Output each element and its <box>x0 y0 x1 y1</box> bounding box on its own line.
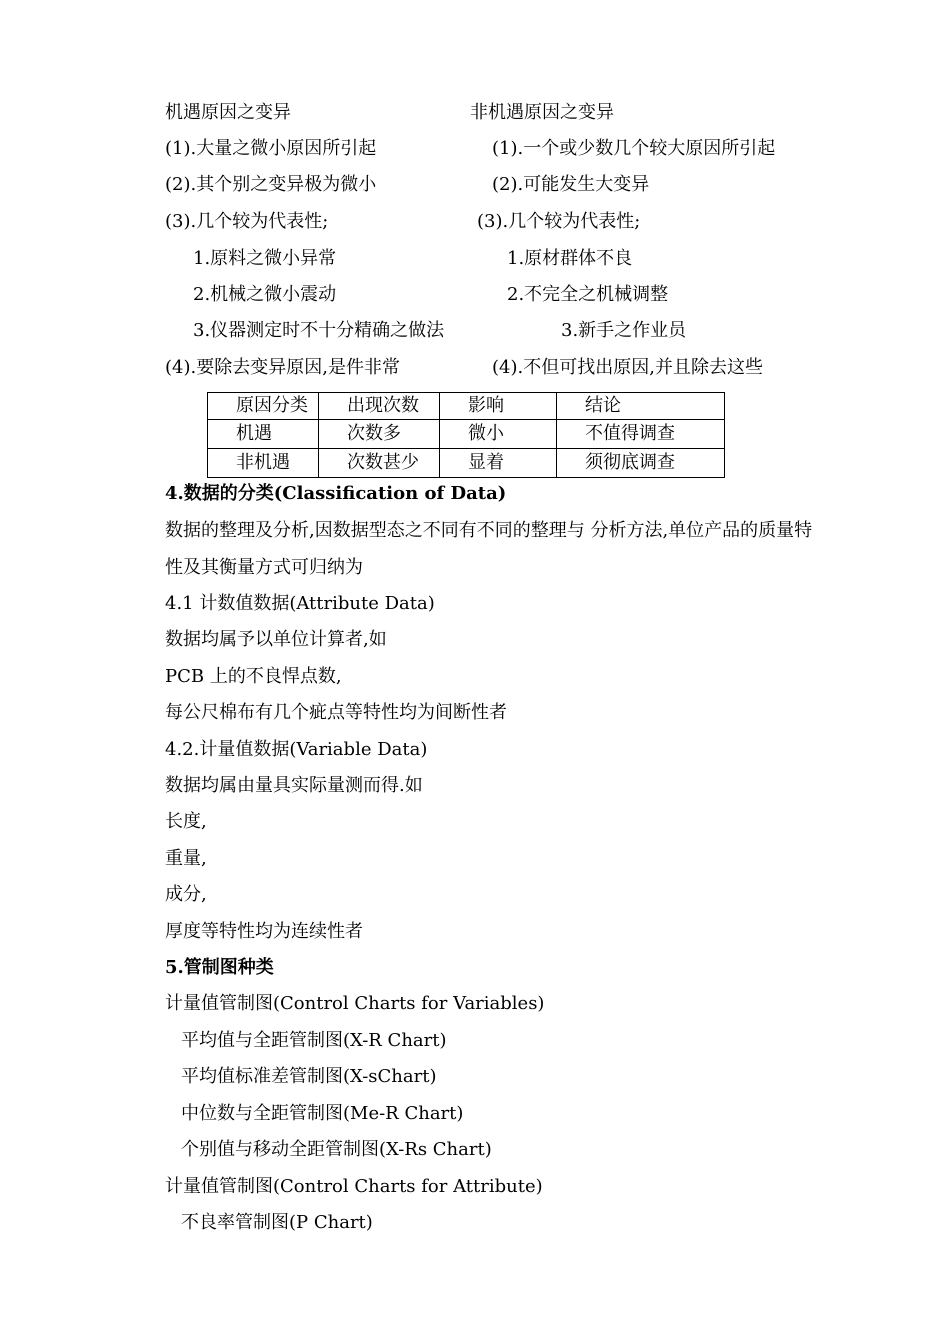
chance-cause-item: (1).大量之微小原因所引起 <box>165 138 377 159</box>
variable-data-line: 重量, <box>165 848 207 869</box>
chance-cause-subitem: 3.仪器测定时不十分精确之做法 <box>193 320 445 341</box>
variable-data-line: 成分, <box>165 884 207 905</box>
cause-classification-table <box>207 392 725 478</box>
table-row <box>208 420 725 449</box>
attribute-data-title: 4.1 计数值数据(Attribute Data) <box>165 593 435 614</box>
assignable-cause-item: (1).一个或少数几个较大原因所引起 <box>492 138 776 159</box>
assignable-cause-item: (2).可能发生大变异 <box>492 174 650 195</box>
table-cell: 次数甚少 <box>319 449 440 478</box>
table-header-cell: 影响 <box>440 393 557 420</box>
variable-data-line: 厚度等特性均为连续性者 <box>165 921 363 942</box>
chart-type-item: 平均值标准差管制图(X-sChart) <box>181 1066 437 1087</box>
assignable-cause-subitem: 2.不完全之机械调整 <box>507 284 669 305</box>
assignable-cause-subitem: 1.原材群体不良 <box>507 248 633 269</box>
assignable-cause-subitem: 3.新手之作业员 <box>561 320 687 341</box>
table-cell: 须彻底调查 <box>557 449 725 478</box>
variables-charts-title: 计量值管制图(Control Charts for Variables) <box>165 993 545 1014</box>
chance-cause-item: (3).几个较为代表性; <box>165 211 329 232</box>
table-cell: 非机遇 <box>208 449 319 478</box>
table-cell: 显着 <box>440 449 557 478</box>
assignable-cause-item: (4).不但可找出原因,并且除去这些 <box>492 357 763 378</box>
attribute-data-line: 每公尺棉布有几个疵点等特性均为间断性者 <box>165 702 507 723</box>
variable-data-line: 数据均属由量具实际量测而得.如 <box>165 775 423 796</box>
chance-causes-title: 机遇原因之变异 <box>165 102 291 123</box>
table-cell: 微小 <box>440 420 557 449</box>
chart-type-item: 平均值与全距管制图(X-R Chart) <box>181 1030 447 1051</box>
chart-type-item: 中位数与全距管制图(Me-R Chart) <box>181 1103 464 1124</box>
chance-cause-item: (4).要除去变异原因,是件非常 <box>165 357 400 378</box>
variable-data-title: 4.2.计量值数据(Variable Data) <box>165 739 428 760</box>
chart-type-item: 不良率管制图(P Chart) <box>181 1212 373 1233</box>
table-cell: 不值得调查 <box>557 420 725 449</box>
table-cell: 机遇 <box>208 420 319 449</box>
chance-cause-subitem: 2.机械之微小震动 <box>193 284 337 305</box>
attribute-charts-title: 计量值管制图(Control Charts for Attribute) <box>165 1176 543 1197</box>
chart-type-item: 个别值与移动全距管制图(X-Rs Chart) <box>181 1139 492 1160</box>
section-5-heading: 5.管制图种类 <box>165 957 274 978</box>
section-4-heading: 4.数据的分类(Classification of Data) <box>165 483 507 504</box>
chance-cause-item: (2).其个别之变异极为微小 <box>165 174 377 195</box>
assignable-causes-title: 非机遇原因之变异 <box>470 102 614 123</box>
section-4-intro-line: 数据的整理及分析,因数据型态之不同有不同的整理与 分析方法,单位产品的质量特 <box>165 520 813 541</box>
attribute-data-line: 数据均属予以单位计算者,如 <box>165 629 387 650</box>
section-4-intro-line: 性及其衡量方式可归纳为 <box>165 557 363 578</box>
table-header-cell: 结论 <box>557 393 725 420</box>
table-header-cell: 出现次数 <box>319 393 440 420</box>
table-header-cell: 原因分类 <box>208 393 319 420</box>
variable-data-line: 长度, <box>165 811 207 832</box>
table-row <box>208 449 725 478</box>
table-header-row <box>208 393 725 420</box>
table-cell: 次数多 <box>319 420 440 449</box>
assignable-cause-item: (3).几个较为代表性; <box>477 211 641 232</box>
chance-cause-subitem: 1.原料之微小异常 <box>193 248 337 269</box>
attribute-data-line: PCB 上的不良悍点数, <box>165 666 342 687</box>
